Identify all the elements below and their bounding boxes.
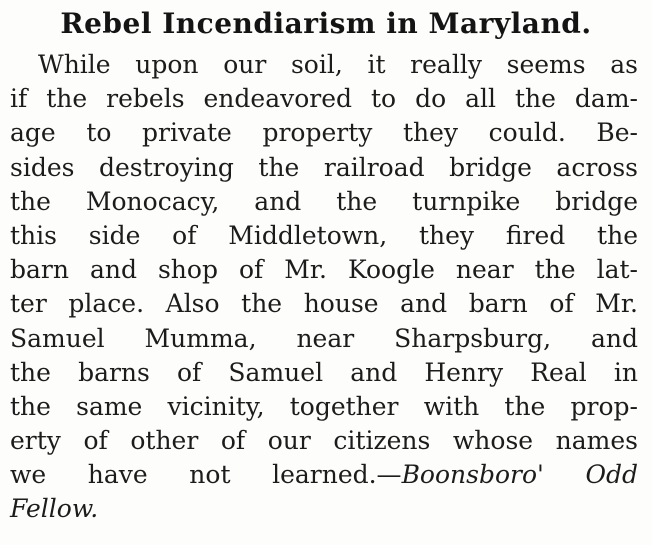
article-line: While upon our soil, it really seems as <box>38 50 638 79</box>
article-line-attribution <box>10 458 638 492</box>
article-line: the same vicinity, together with the prop- <box>10 391 638 421</box>
article-line: ter place. Also the house and barn of Mr. <box>10 289 638 319</box>
article-line: the barns of Samuel and Henry Real in <box>10 357 638 387</box>
article-line: the Monocacy, and the turnpike bridge <box>10 186 638 216</box>
article-line: sides destroying the railroad bridge across <box>10 152 638 182</box>
article-line: this side of Middletown, they fired the <box>10 220 638 250</box>
article-line: barn and shop of Mr. Koogle near the lat- <box>10 255 638 285</box>
article-body <box>10 48 638 527</box>
article-line: age to private property they could. Be- <box>10 118 638 148</box>
source-attribution-continued: Fellow. <box>10 494 99 524</box>
source-attribution: Boonsboro' Odd <box>401 460 638 490</box>
article-line: erty of other of our citizens whose names <box>10 426 638 456</box>
article-headline: Rebel Incendiarism in Maryland. <box>60 7 592 40</box>
article-line: Samuel Mumma, near Sharpsburg, and <box>10 323 638 353</box>
article-line: if the rebels endeavored to do all the dam- <box>10 84 638 114</box>
article-line-text: we have not learned.— <box>10 460 402 490</box>
